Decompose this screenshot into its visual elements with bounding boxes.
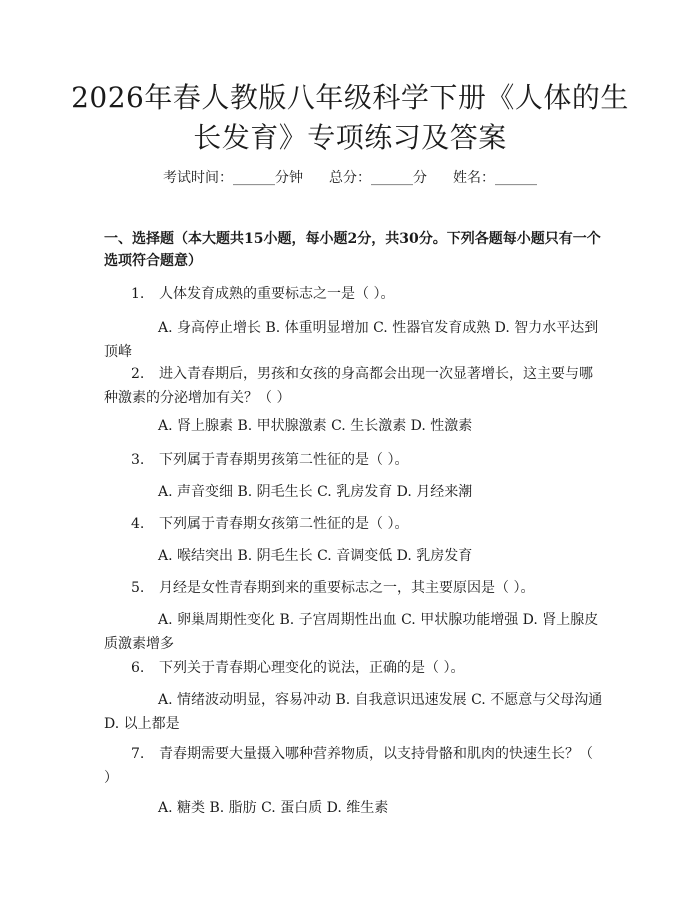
- question-7: [104, 742, 604, 790]
- question-number: 2.: [131, 366, 145, 382]
- question-text: 下列属于青春期女孩第二性征的是（ ）。: [159, 516, 409, 532]
- question-2-options: A. 肾上腺素 B. 甲状腺激素 C. 生长激素 D. 性激素: [158, 418, 473, 434]
- question-5: [104, 576, 604, 600]
- question-number: 6.: [131, 660, 145, 676]
- section-heading: 一、选择题（本大题共15小题，每小题2分，共30分。下列各题每小题只有一个选项符合题意）: [104, 231, 601, 269]
- page-title: 2026年春人教版八年级科学下册《人体的生长发育》专项练习及答案: [71, 81, 629, 154]
- question-text: 下列属于青春期男孩第二性征的是（ ）。: [159, 452, 409, 468]
- question-6: [104, 656, 604, 680]
- question-1-options: A. 身高停止增长 B. 体重明显增加 C. 性器官发育成熟 D. 智力水平达到顶峰: [104, 320, 599, 360]
- question-number: 5.: [131, 580, 145, 596]
- name-field: 姓名：______: [453, 170, 537, 186]
- question-2: [104, 362, 604, 410]
- question-3-options: A. 声音变细 B. 阴毛生长 C. 乳房发育 D. 月经来潮: [158, 484, 473, 500]
- exam-time-field: 考试时间：______分钟: [163, 170, 303, 186]
- total-score-field: 总分：______分: [329, 170, 427, 186]
- question-7-options: A. 糖类 B. 脂肪 C. 蛋白质 D. 维生素: [158, 800, 389, 816]
- question-text: 月经是女性青春期到来的重要标志之一，其主要原因是（ ）。: [159, 580, 535, 596]
- question-text: 人体发育成熟的重要标志之一是（ ）。: [159, 286, 395, 302]
- question-number: 7.: [131, 746, 145, 762]
- question-1: [104, 282, 604, 306]
- question-3: [104, 448, 604, 472]
- exam-info: [0, 168, 700, 188]
- question-4-options: A. 喉结突出 B. 阴毛生长 C. 音调变低 D. 乳房发育: [158, 548, 473, 564]
- question-text: 青春期需要大量摄入哪种营养物质，以支持骨骼和肌肉的快速生长？（ ）: [104, 746, 593, 786]
- question-text: 进入青春期后，男孩和女孩的身高都会出现一次显著增长，这主要与哪种激素的分泌增加有关？（ ）: [104, 366, 593, 406]
- question-6-options: A. 情绪波动明显，容易冲动 B. 自我意识迅速发展 C. 不愿意与父母沟通 D. 以上都是: [104, 692, 603, 732]
- question-4: [104, 512, 604, 536]
- question-text: 下列关于青春期心理变化的说法，正确的是（ ）。: [159, 660, 465, 676]
- question-5-options: A. 卵巢周期性变化 B. 子宫周期性出血 C. 甲状腺功能增强 D. 肾上腺皮质激素增多: [104, 612, 599, 652]
- question-number: 1.: [131, 286, 145, 302]
- question-number: 4.: [131, 516, 145, 532]
- question-number: 3.: [131, 452, 145, 468]
